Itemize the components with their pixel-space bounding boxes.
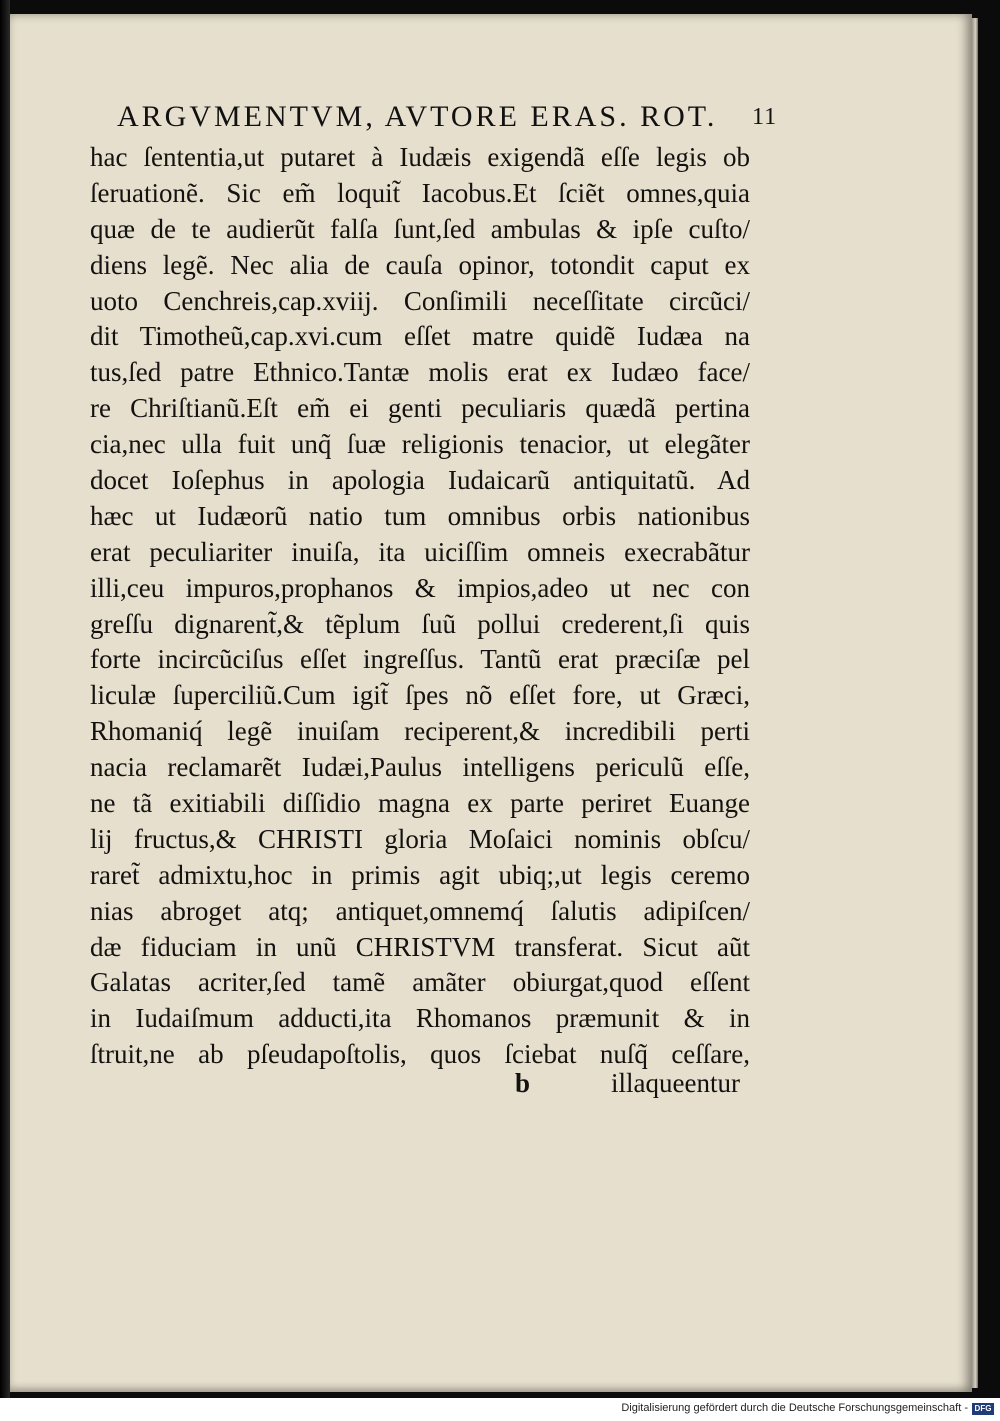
digitization-credit: Digitalisierung gefördert durch die Deutsche Forschungsgemeinschaft - (621, 1402, 968, 1414)
text-line: ſtruit,ne ab pſeudapoſtolis, quos ſciebat nuſq̃ ceſſare, (90, 1039, 750, 1070)
text-line: greſſu dignarent̃,& tẽplum ſuũ pollui crederent,ſi quis (90, 608, 750, 639)
text-line: diens legẽ. Nec alia de cauſa opinor, totondit caput ex (90, 249, 750, 280)
digitization-credit-bar (0, 1398, 1000, 1421)
text-line: liculæ ſuperciliũ.Cum igit̃ ſpes nõ eſſet fore, ut Græci, (90, 680, 750, 711)
page-footer (515, 1068, 740, 1099)
dfg-logo: DFG (972, 1403, 994, 1415)
text-line: ne tã exitiabili diſſidio magna ex parte periret Euange (90, 788, 750, 819)
text-line: nacia reclamarẽt Iudæi,Paulus intelligens periculũ eſſe, (90, 752, 750, 783)
page-edge (972, 18, 978, 1388)
text-line: ſeruationẽ. Sic em̃ loquit̃ Iacobus.Et ſciẽt omnes,quia (90, 177, 750, 208)
signature-mark: b (515, 1068, 531, 1098)
text-line: illi,ceu impuros,prophanos & impios,adeo ut nec con (90, 572, 750, 603)
text-line: forte incircũciſus eſſet ingreſſus. Tantũ erat præciſæ pel (90, 644, 750, 675)
text-line: lij fructus,& CHRISTI gloria Moſaici nominis obſcu/ (90, 823, 750, 854)
book-gutter (0, 0, 10, 1398)
catchword: illaqueentur (611, 1068, 740, 1098)
text-line: in Iudaiſmum adducti,ita Rhomanos præmunit & in (90, 1003, 750, 1034)
text-line: Rhomaniq́ legẽ inuiſam reciperent,& incredibili perti (90, 716, 750, 747)
running-head: ARGVMENTVM, AVTORE ERAS. ROT. (117, 100, 718, 133)
text-line: cia,nec ulla fuit unq̃ ſuæ religionis tenacior, ut elegãter (90, 429, 750, 460)
text-line: nias abroget atq; antiquet,omnemq́ ſalutis adipiſcen/ (90, 895, 750, 926)
text-line: docet Ioſephus in apologia Iudaicarũ antiquitatũ. Ad (90, 465, 750, 496)
text-line: uoto Cenchreis,cap.xviij. Conſimili neceſſitate circũci/ (90, 285, 750, 316)
body-text (90, 140, 750, 1073)
text-line: dæ fiduciam in unũ CHRISTVM transferat. Sicut aũt (90, 931, 750, 962)
folio-number: 11 (752, 104, 778, 130)
text-line: tus,ſed patre Ethnico.Tantæ molis erat ex Iudæo face/ (90, 357, 750, 388)
text-line: hæc ut Iudæorũ natio tum omnibus orbis nationibus (90, 500, 750, 531)
text-line: dit Timotheũ,cap.xvi.cum eſſet matre quidẽ Iudæa na (90, 321, 750, 352)
text-line: quæ de te audierũt falſa ſunt,ſed ambulas & ipſe cuſto/ (90, 213, 750, 244)
text-line: raret̃ admixtu,hoc in primis agit ubiq;,ut legis ceremo (90, 859, 750, 890)
text-line: hac ſententia,ut putaret à Iudæis exigendã eſſe legis ob (90, 142, 750, 172)
text-line: erat peculiariter inuiſa, ita uiciſſim omneis execrabãtur (90, 536, 750, 567)
text-line: re Chriſtianũ.Eſt em̃ ei genti peculiaris quædã pertina (90, 393, 750, 424)
text-line: Galatas acriter,ſed tamẽ amãter obiurgat,quod eſſent (90, 967, 750, 998)
